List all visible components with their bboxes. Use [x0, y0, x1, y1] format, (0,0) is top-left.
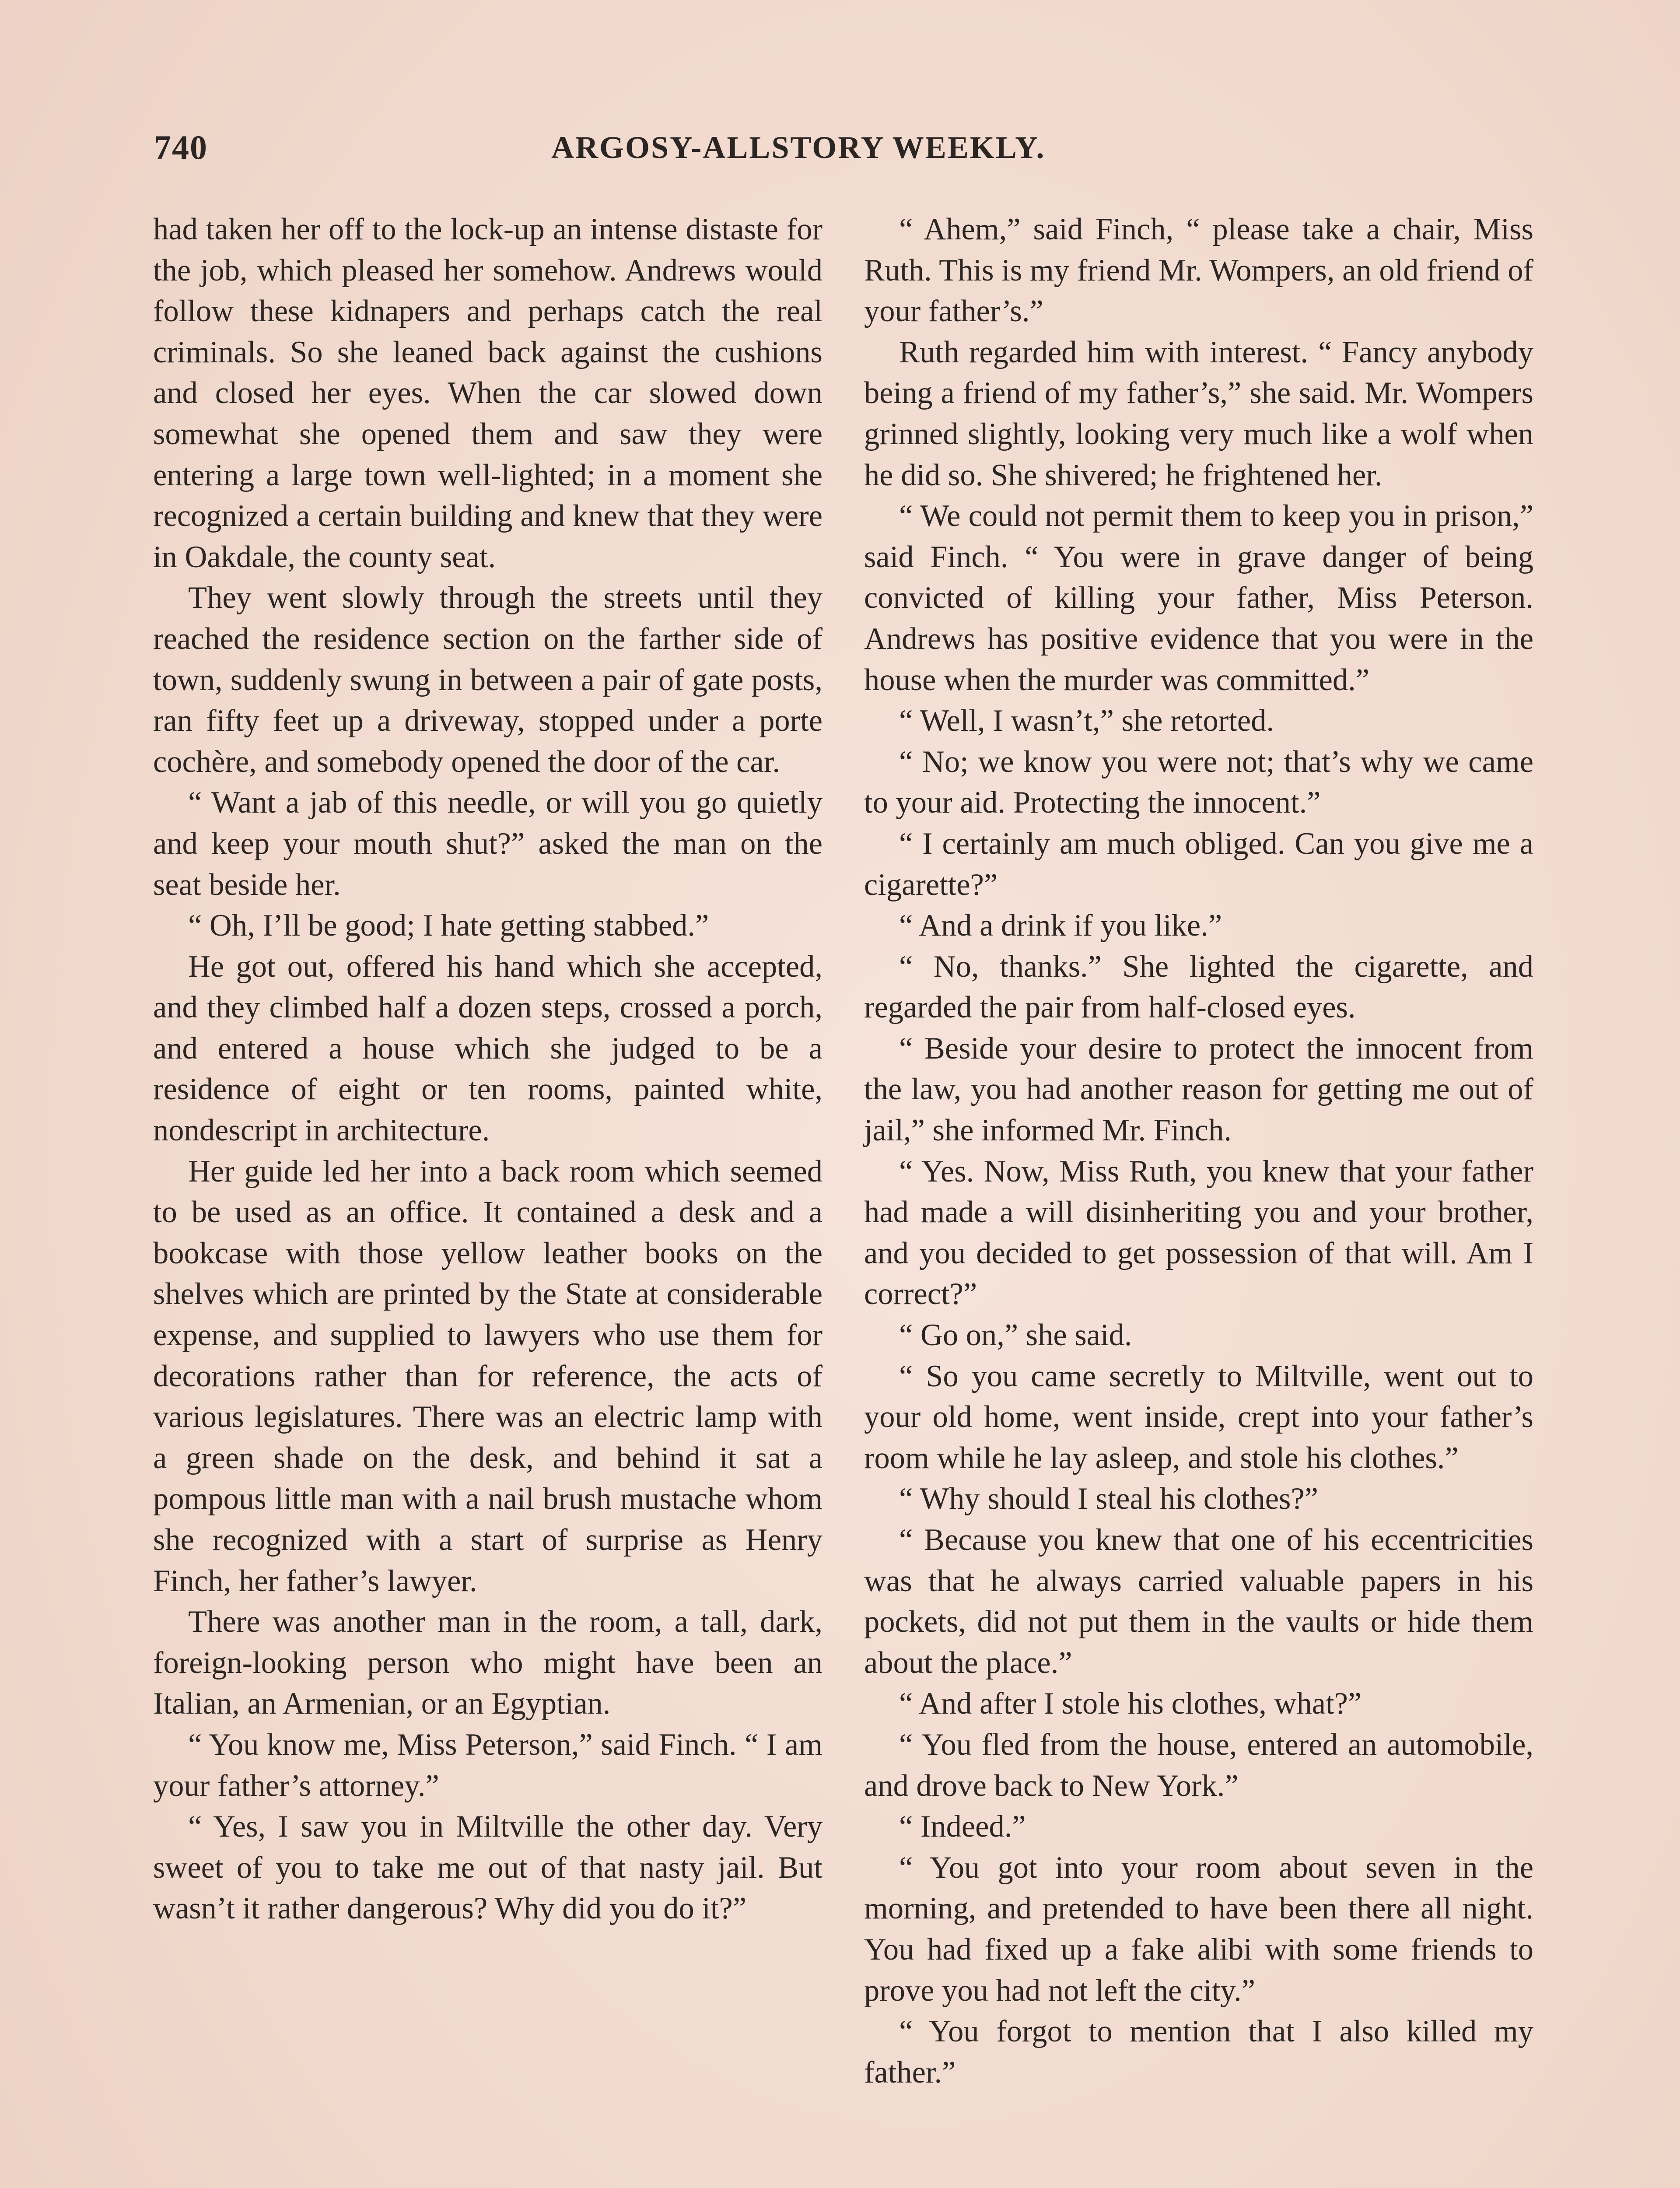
paragraph: “ Want a jab of this needle, or will you go quietly and keep your mouth shut?” asked the man on the seat beside her. — [153, 785, 822, 902]
paragraph: “ Because you knew that one of his eccentricities was that he always carried valuable papers in his pockets, did not put them in the vaults or hide them about the place.” — [864, 1523, 1533, 1680]
paragraph: “ Indeed.” — [899, 1809, 1026, 1844]
paragraph: “ And after I stole his clothes, what?” — [899, 1687, 1362, 1721]
paragraph: “ Ahem,” said Finch, “ please take a chair, Miss Ruth. This is my friend Mr. Wompers, an old friend of your father’s.” — [864, 212, 1533, 329]
paragraph: “ Why should I steal his clothes?” — [899, 1482, 1319, 1516]
running-head: ARGOSY-ALLSTORY WEEKLY. — [551, 130, 1046, 165]
paragraph: “ Well, I wasn’t,” she retorted. — [899, 704, 1274, 738]
paragraph: Her guide led her into a back room which seemed to be used as an office. It contained a desk and a bookcase with those yellow leather books on the shelves which are printed by the State at considerable expense, and supplied to lawyers who use them for decorations rather than for reference, the acts of various legislatures. There was an electric lamp with a green shade on the desk, and behind it sat a pompous little man with a nail brush mustache whom she recognized with a start of surprise as Henry Finch, her father’s lawyer. — [153, 1154, 822, 1598]
paragraph: “ So you came secretly to Miltville, went out to your old home, went inside, crept into your father’s room while he lay asleep, and stole his clothes.” — [864, 1359, 1533, 1475]
paragraph: “ You know me, Miss Peterson,” said Finch. “ I am your father’s attorney.” — [153, 1727, 822, 1803]
paragraph: “ Beside your desire to protect the innocent from the law, you had another reason for getting me out of jail,” she informed Mr. Finch. — [864, 1031, 1533, 1148]
paragraph: He got out, offered his hand which she accepted, and they climbed half a dozen steps, crossed a porch, and entered a house which she judged to be a residence of eight or ten rooms, painted white, nondescript in architecture. — [153, 949, 822, 1148]
paragraph: “ I certainly am much obliged. Can you give me a cigarette?” — [864, 826, 1533, 902]
paragraph: There was another man in the room, a tall, dark, foreign-looking person who might have been an Italian, an Armenian, or an Egyptian. — [153, 1605, 822, 1721]
paragraph: “ Go on,” she said. — [899, 1318, 1132, 1353]
paragraph: “ No; we know you were not; that’s why we came to your aid. Protecting the innocent.” — [864, 744, 1533, 820]
paragraph: “ You fled from the house, entered an automobile, and drove back to New York.” — [864, 1727, 1533, 1803]
paragraph: “ Yes. Now, Miss Ruth, you knew that your father had made a will disinheriting you and your brother, and you decided to get possession of that will. Am I correct?” — [864, 1154, 1533, 1311]
page-number: 740 — [154, 128, 208, 166]
paragraph: “ And a drink if you like.” — [899, 908, 1222, 943]
paragraph: “ You got into your room about seven in the morning, and pretended to have been there all night. You had fixed up a fake alibi with some friends to prove you had not left the city.” — [864, 1850, 1533, 2008]
paragraph: “ Oh, I’ll be good; I hate getting stabbed.” — [188, 908, 709, 943]
paragraph: They went slowly through the streets until they reached the residence section on the farther side of town, suddenly swung in between a pair of gate posts, ran fifty feet up a driveway, stopped under a porte cochère, and somebody opened the door of the car. — [153, 581, 822, 779]
paragraph: “ Yes, I saw you in Miltville the other day. Very sweet of you to take me out of that nasty jail. But wasn’t it rather dangerous? Why did you do it?” — [153, 1809, 822, 1926]
paragraph: “ You forgot to mention that I also killed my father.” — [864, 2014, 1533, 2090]
paragraph: Ruth regarded him with interest. “ Fancy anybody being a friend of my father’s,” she said. Mr. Wompers grinned slightly, looking very much like a wolf when he did so. She shivered; he frightened her. — [864, 335, 1533, 492]
paragraph: “ We could not permit them to keep you in prison,” said Finch. “ You were in grave danger of being convicted of killing your father, Miss Peterson. Andrews has positive evidence that you were in the house when the murder was committed.” — [864, 499, 1533, 697]
paragraph: “ No, thanks.” She lighted the cigarette, and regarded the pair from half-closed eyes. — [864, 949, 1533, 1025]
left-column — [153, 209, 822, 1929]
right-column — [864, 209, 1533, 2093]
paragraph: had taken her off to the lock-up an intense distaste for the job, which pleased her somehow. Andrews would follow these kidnapers and perhaps catch the real criminals. So she leaned back against the cushions and closed her eyes. When the car slowed down somewhat she opened them and saw they were entering a large town well-lighted; in a moment she recognized a certain building and knew that they were in Oakdale, the county seat. — [153, 212, 822, 574]
